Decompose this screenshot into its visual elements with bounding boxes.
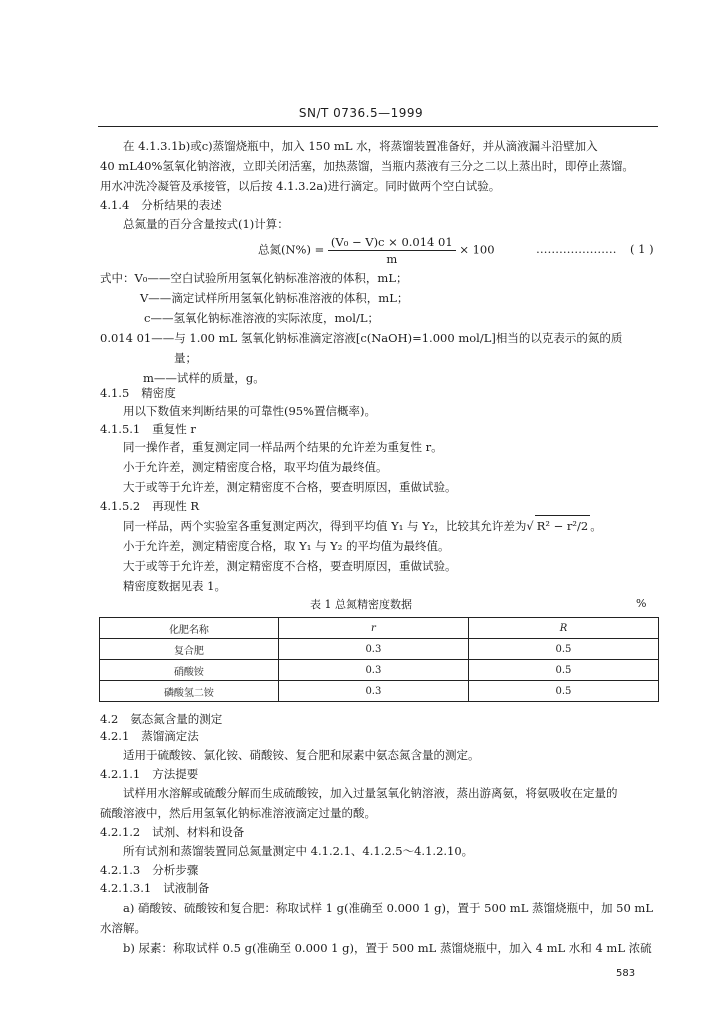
section-title: 精密度: [141, 386, 176, 400]
text-line: 在 4.1.3.1b)或c)蒸馏烧瓶中，加入 150 mL 水，将蒸馏装置准备好，并从滴液漏斗沿壁加入: [123, 139, 598, 153]
definition-symbol: m——: [143, 371, 177, 385]
page-number: 583: [616, 968, 636, 979]
section-number: 4.1.5.2: [100, 499, 141, 513]
formula-tail: × 100: [459, 242, 495, 257]
section-number: 4.1.4: [100, 198, 130, 212]
header-rule: [98, 126, 658, 127]
text-span: 。: [590, 519, 602, 533]
formula-intro: 总氮量的百分含量按式(1)计算：: [123, 217, 289, 231]
section-number: 4.2: [100, 712, 119, 726]
formula-numerator: (V₀ − V)c × 0.014 01: [328, 234, 456, 251]
text-span: 同一样品，两个实验室各重复测定两次，得到平均值 Y₁ 与 Y₂，比较其允许差为: [123, 519, 527, 533]
formula-1: [258, 234, 495, 267]
table-row: [100, 681, 659, 702]
section-number: 4.2.1: [100, 729, 130, 743]
table-header-row: [100, 618, 659, 639]
section-title: 试液制备: [163, 881, 210, 895]
table-row: [100, 639, 659, 660]
table-caption: 表 1 总氮精密度数据: [310, 598, 412, 611]
section-heading-4-2-1-3-1: [100, 879, 209, 897]
sample-prep-paragraph: [100, 898, 658, 958]
definition-symbol: 0.014 01——: [100, 331, 175, 345]
definition-row: [100, 308, 622, 328]
text-line: 水溶解。: [100, 921, 146, 935]
definition-row: [100, 368, 622, 388]
section-number: 4.1.5: [100, 386, 130, 400]
definition-symbol: V——: [140, 291, 172, 305]
continuation-paragraph: [100, 136, 658, 196]
section-title: 再现性 R: [152, 499, 200, 513]
table-cell: 0.3: [278, 681, 468, 702]
repeatability-paragraph: [100, 437, 658, 497]
definition-text: 量；: [174, 351, 197, 365]
section-heading-4-2-1-3: [100, 861, 198, 879]
section-heading-4-1-4: [100, 196, 222, 214]
section-title: 重复性 r: [152, 422, 196, 436]
text-line: 小于允许差，测定精密度合格，取平均值为最终值。: [123, 460, 388, 474]
text-line: 精密度数据见表 1。: [123, 579, 226, 593]
sqrt-radical: √: [526, 519, 534, 533]
section-heading-4-2-1: [100, 727, 199, 745]
table-header-cell: R: [468, 618, 658, 639]
text-line: 大于或等于允许差，测定精密度不合格，要查明原因，重做试验。: [123, 559, 457, 573]
section-title: 蒸馏滴定法: [141, 729, 199, 743]
text-line: 用水冲洗冷凝管及承接管，以后按 4.1.3.2a)进行滴定。同时做两个空白试验。: [100, 179, 501, 193]
section-heading-4-1-5: [100, 384, 176, 402]
sqrt-radicand: R² − r²/2: [535, 515, 591, 536]
formula-label: ( 1 ): [630, 242, 654, 256]
section-title: 试剂、材料和设备: [152, 825, 245, 839]
text-line: 40 mL40%氢氧化钠溶液，立即关闭活塞，加热蒸馏，当瓶内蒸液有三分之二以上蒸出时，即停止蒸馏。: [100, 159, 634, 173]
reproducibility-paragraph: [100, 515, 658, 596]
text-line: 小于允许差，测定精密度合格，取 Y₁ 与 Y₂ 的平均值为最终值。: [123, 539, 450, 553]
text-line: 硫酸溶液中，然后用氢氧化钠标准溶液滴定过量的酸。: [100, 806, 376, 820]
table-header-cell: 化肥名称: [100, 618, 279, 639]
table-cell: 磷酸氢二铵: [100, 681, 279, 702]
formula-leader-dots: …………………: [536, 242, 617, 256]
text-line: 大于或等于允许差，测定精密度不合格，要查明原因，重做试验。: [123, 480, 457, 494]
section-number: 4.2.1.3: [100, 863, 141, 877]
text-line: b) 尿素：称取试样 0.5 g(准确至 0.000 1 g)，置于 500 mL 蒸馏烧瓶中，加入 4 mL 水和 4 mL 浓硫: [123, 941, 652, 955]
table-cell: 硝酸铵: [100, 660, 279, 681]
variable-definitions: [100, 268, 622, 388]
formula-fraction: [328, 234, 456, 267]
definition-text: 与 1.00 mL 氢氧化钠标准滴定溶液[c(NaOH)=1.000 mol/L]相当的以克表示的氮的质: [174, 331, 623, 345]
definition-symbol: 式中：V₀——: [100, 271, 171, 285]
section-title: 氨态氮含量的测定: [130, 712, 223, 726]
table-cell: 0.3: [278, 639, 468, 660]
table-cell: 0.5: [468, 681, 658, 702]
section-number: 4.2.1.3.1: [100, 881, 152, 895]
section-number: 4.2.1.2: [100, 825, 141, 839]
section-number: 4.2.1.1: [100, 767, 141, 781]
precision-table: [99, 617, 659, 702]
definition-row: [100, 348, 622, 368]
table-cell: 0.5: [468, 660, 658, 681]
formula-denominator: m: [386, 252, 398, 266]
section-heading-4-2-1-1: [100, 765, 198, 783]
text-line: 试样用水溶解或硫酸分解而生成硫酸铵，加入过量氢氧化钠溶液，蒸出游离氨，将氨吸收在定量的: [123, 786, 618, 800]
precision-intro: 用以下数值来判断结果的可靠性(95%置信概率)。: [123, 404, 377, 418]
section-heading-4-2-1-2: [100, 823, 244, 841]
table-unit: %: [636, 597, 647, 610]
section-heading-4-1-5-2: [100, 497, 199, 515]
formula-lhs: 总氮(N%) =: [258, 242, 325, 257]
reagents-paragraph: 所有试剂和蒸馏装置同总氮量测定中 4.1.2.1、4.1.2.5～4.1.2.10。: [123, 844, 474, 858]
definition-row: [100, 288, 622, 308]
section-heading-4-1-5-1: [100, 420, 196, 438]
definition-text: 空白试验所用氢氧化钠标准溶液的体积，mL；: [170, 271, 408, 285]
definition-row: [100, 268, 622, 288]
table-row: [100, 660, 659, 681]
text-line: 同一操作者，重复测定同一样品两个结果的允许差为重复性 r。: [123, 440, 443, 454]
section-number: 4.1.5.1: [100, 422, 141, 436]
definition-row: [100, 328, 622, 348]
definition-symbol: c——: [144, 311, 174, 325]
section-title: 分析步骤: [152, 863, 199, 877]
definition-text: 试样的质量，g。: [176, 371, 265, 385]
scope-paragraph: 适用于硫酸铵、氯化铵、硝酸铵、复合肥和尿素中氨态氮含量的测定。: [123, 748, 480, 762]
method-summary-paragraph: [100, 783, 658, 823]
table-cell: 复合肥: [100, 639, 279, 660]
definition-text: 滴定试样所用氢氧化钠标准溶液的体积，mL；: [171, 291, 409, 305]
text-line: a) 硝酸铵、硫酸铵和复合肥：称取试样 1 g(准确至 0.000 1 g)，置于 500 mL 蒸馏烧瓶中，加 50 mL: [123, 901, 653, 915]
text-line: [100, 515, 658, 536]
section-heading-4-2: [100, 710, 222, 728]
table-cell: 0.5: [468, 639, 658, 660]
definition-text: 氢氧化钠标准溶液的实际浓度，mol/L；: [173, 311, 379, 325]
table-cell: 0.3: [278, 660, 468, 681]
section-title: 方法提要: [152, 767, 199, 781]
table-header-cell: r: [278, 618, 468, 639]
section-title: 分析结果的表述: [141, 198, 222, 212]
document-header: SN/T 0736.5—1999: [298, 106, 424, 120]
